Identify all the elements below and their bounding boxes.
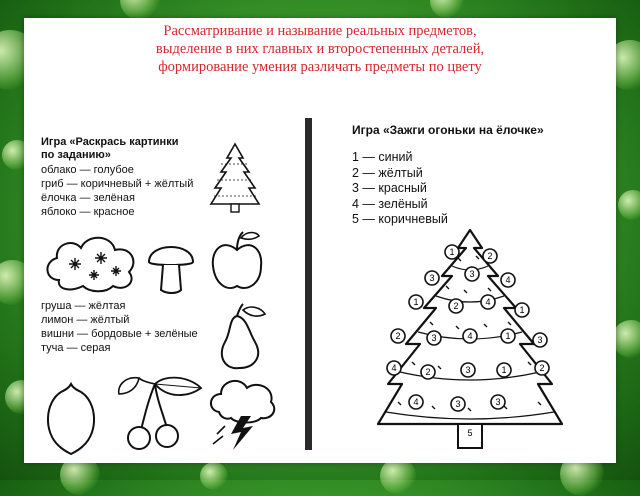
tree-light-number: 2 — [487, 251, 493, 262]
tree-light-number: 2 — [425, 367, 431, 378]
tree-light-number: 5 — [467, 428, 473, 438]
tree-light — [409, 395, 423, 409]
tree-light — [461, 363, 475, 377]
tree-light — [501, 273, 515, 287]
tree-light-number: 3 — [429, 273, 435, 284]
tree-light-number: 2 — [395, 331, 401, 342]
coloring-game-title — [41, 136, 178, 162]
tree-light — [481, 295, 495, 309]
legend-item-2: 2 — жёлтый — [352, 165, 423, 180]
rule-mushroom: гриб — коричневый + жёлтый — [41, 178, 194, 190]
cherries-picture — [115, 374, 207, 456]
tree-light — [391, 329, 405, 343]
legend-item-3: 3 — красный — [352, 181, 427, 195]
tree-light — [467, 428, 472, 438]
legend-item-4: 4 — зелёный — [352, 196, 428, 211]
christmas-tree-picture — [372, 226, 568, 452]
lemon-picture — [41, 380, 101, 456]
coloring-game-title-line: по заданию» — [41, 149, 111, 161]
tree-light — [497, 363, 511, 377]
tree-light-number: 3 — [455, 399, 461, 410]
tree-light — [451, 397, 465, 411]
lights-game-title: Игра «Зажги огоньки на ёлочке» — [352, 123, 544, 137]
slide-title — [0, 22, 640, 76]
tree-light — [425, 271, 439, 285]
tree-light — [483, 249, 497, 263]
tree-light-number: 1 — [413, 297, 419, 308]
tree-light — [463, 329, 477, 343]
tree-light-number: 4 — [485, 297, 491, 308]
tree-light-number: 3 — [495, 397, 501, 408]
tree-light-number: 3 — [469, 269, 475, 280]
slide-title-line: Рассматривание и называние реальных предметов, — [163, 23, 477, 39]
storm-cloud-picture — [207, 376, 279, 452]
tree-light-number: 4 — [413, 397, 419, 408]
legend-item-1: 1 — синий — [352, 150, 413, 164]
tree-light — [465, 267, 479, 281]
rule-pear: груша — жёлтая — [41, 300, 126, 312]
rule-cloud: облако — голубое — [41, 164, 134, 176]
tree-light-number: 3 — [465, 365, 471, 376]
rule-fir: ёлочка — зелёная — [41, 192, 135, 204]
christmas-lights-worksheet — [316, 112, 606, 460]
snow-cloud-picture — [41, 230, 141, 296]
tree-light-number: 4 — [391, 363, 397, 374]
fir-tree-picture — [207, 142, 263, 214]
coloring-worksheet — [37, 112, 305, 460]
tree-light-number: 1 — [519, 305, 525, 316]
tree-light — [501, 329, 515, 343]
rule-storm-cloud: туча — серая — [41, 342, 111, 354]
tree-light-number: 3 — [431, 333, 437, 344]
tree-light-number: 1 — [505, 331, 511, 342]
pear-picture — [213, 302, 269, 372]
worksheet-divider — [305, 118, 312, 450]
coloring-game-title-line: Игра «Раскрась картинки — [41, 136, 179, 148]
tree-light — [515, 303, 529, 317]
legend-item-5: 5 — коричневый — [352, 212, 448, 226]
apple-picture — [209, 228, 265, 296]
tree-light — [535, 361, 549, 375]
mushroom-picture — [145, 238, 197, 296]
rule-cherries: вишни — бордовые + зелёные — [41, 328, 198, 340]
tree-light — [387, 361, 401, 375]
tree-light-number: 3 — [537, 335, 543, 346]
slide-title-line: выделение в них главных и второстепенных деталей, — [155, 41, 485, 57]
rule-apple: яблоко — красное — [41, 206, 135, 218]
tree-light — [449, 299, 463, 313]
tree-light — [491, 395, 505, 409]
tree-light-number: 4 — [505, 275, 511, 286]
tree-light-number: 1 — [449, 247, 455, 258]
tree-light-number: 4 — [467, 331, 473, 342]
color-legend — [352, 150, 448, 228]
tree-light — [533, 333, 547, 347]
tree-light — [409, 295, 423, 309]
tree-light — [427, 331, 441, 345]
slide-title-line: формирование умения различать предметы по цвету — [158, 59, 482, 75]
tree-light-number: 2 — [453, 301, 459, 312]
tree-light — [445, 245, 459, 259]
rule-lemon: лимон — жёлтый — [41, 314, 130, 326]
tree-light-number: 1 — [501, 365, 507, 376]
tree-light — [421, 365, 435, 379]
tree-light-number: 2 — [539, 363, 545, 374]
